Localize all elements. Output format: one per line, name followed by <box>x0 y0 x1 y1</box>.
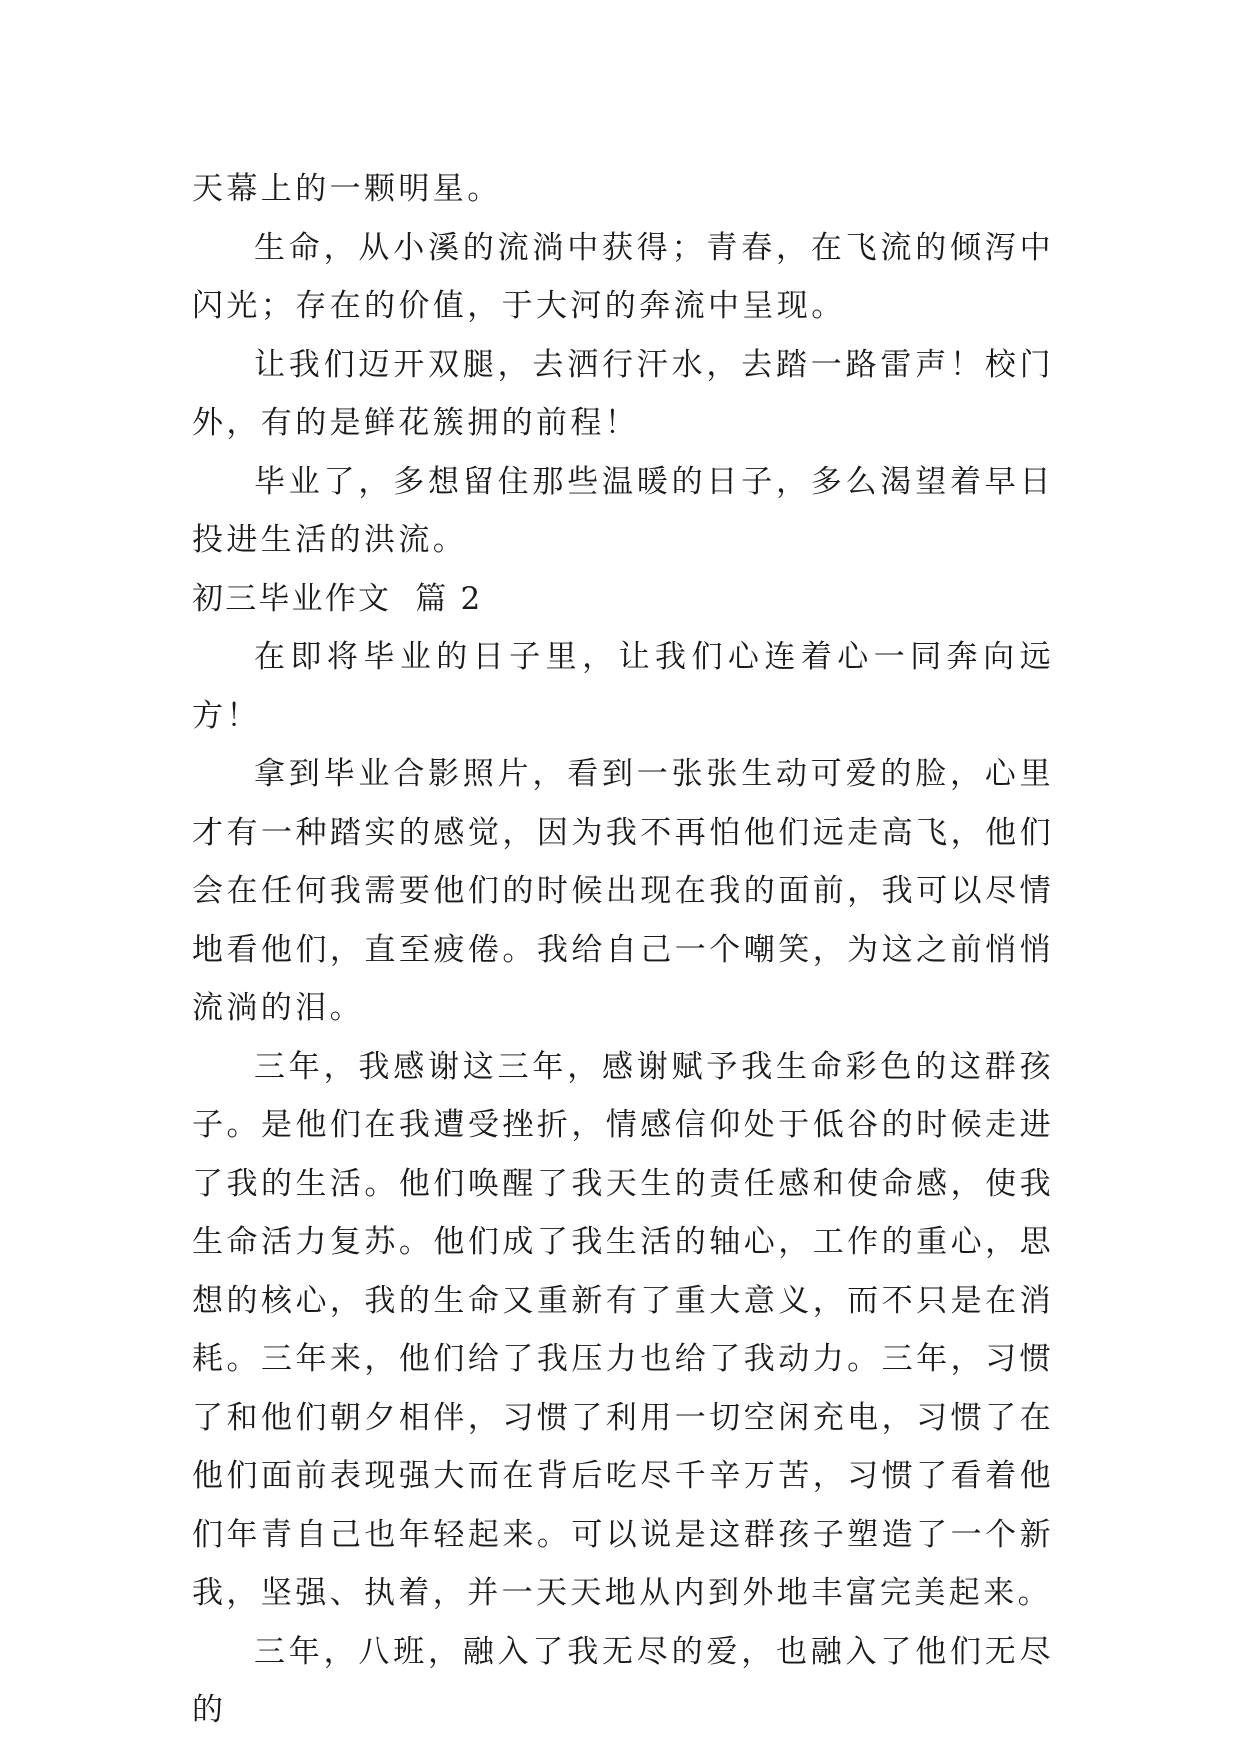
document-page <box>192 160 1054 1740</box>
paragraph-graduate: 毕业了，多想留住那些温暖的日子，多么渴望着早日投进生活的洪流。 <box>192 463 1054 558</box>
paragraph-stride: 让我们迈开双腿，去洒行汗水，去踏一路雷声！校门外，有的是鲜花簇拥的前程！ <box>192 346 1054 441</box>
paragraph-life: 生命，从小溪的流淌中获得；青春，在飞流的倾泻中闪光；存在的价值，于大河的奔流中呈现。 <box>192 229 1054 324</box>
paragraph-continuation: 天幕上的一颗明星。 <box>192 171 502 207</box>
paragraph-heart: 在即将毕业的日子里，让我们心连着心一同奔向远方！ <box>192 639 1054 734</box>
section-heading: 初三毕业作文 篇 2 <box>192 580 483 617</box>
paragraph-class-eight: 三年，八班，融入了我无尽的爱，也融入了他们无尽的 <box>192 1633 1054 1728</box>
paragraph-three-years: 三年，我感谢这三年，感谢赋予我生命彩色的这群孩子。是他们在我遭受挫折，情感信仰处于低谷的时候走进了我的生活。他们唤醒了我天生的责任感和使命感，使我生命活力复苏。他们成了我生活的轴心，工作的重心，思想的核心，我的生命又重新有了重大意义，而不只是在消耗。三年来，他们给了我压力也给了我动力。三年，习惯了和他们朝夕相伴，习惯了利用一切空闲充电，习惯了在他们面前表现强大而在背后吃尽千辛万苦，习惯了看着他们年青自己也年轻起来。可以说是这群孩子塑造了一个新我，坚强、执着，并一天天地从内到外地丰富完美起来。 <box>192 1048 1054 1611</box>
paragraph-photo: 拿到毕业合影照片，看到一张张生动可爱的脸，心里才有一种踏实的感觉，因为我不再怕他们远走高飞，他们会在任何我需要他们的时候出现在我的面前，我可以尽情地看他们，直至疲倦。我给自己一个嘲笑，为这之前悄悄流淌的泪。 <box>192 756 1054 1026</box>
